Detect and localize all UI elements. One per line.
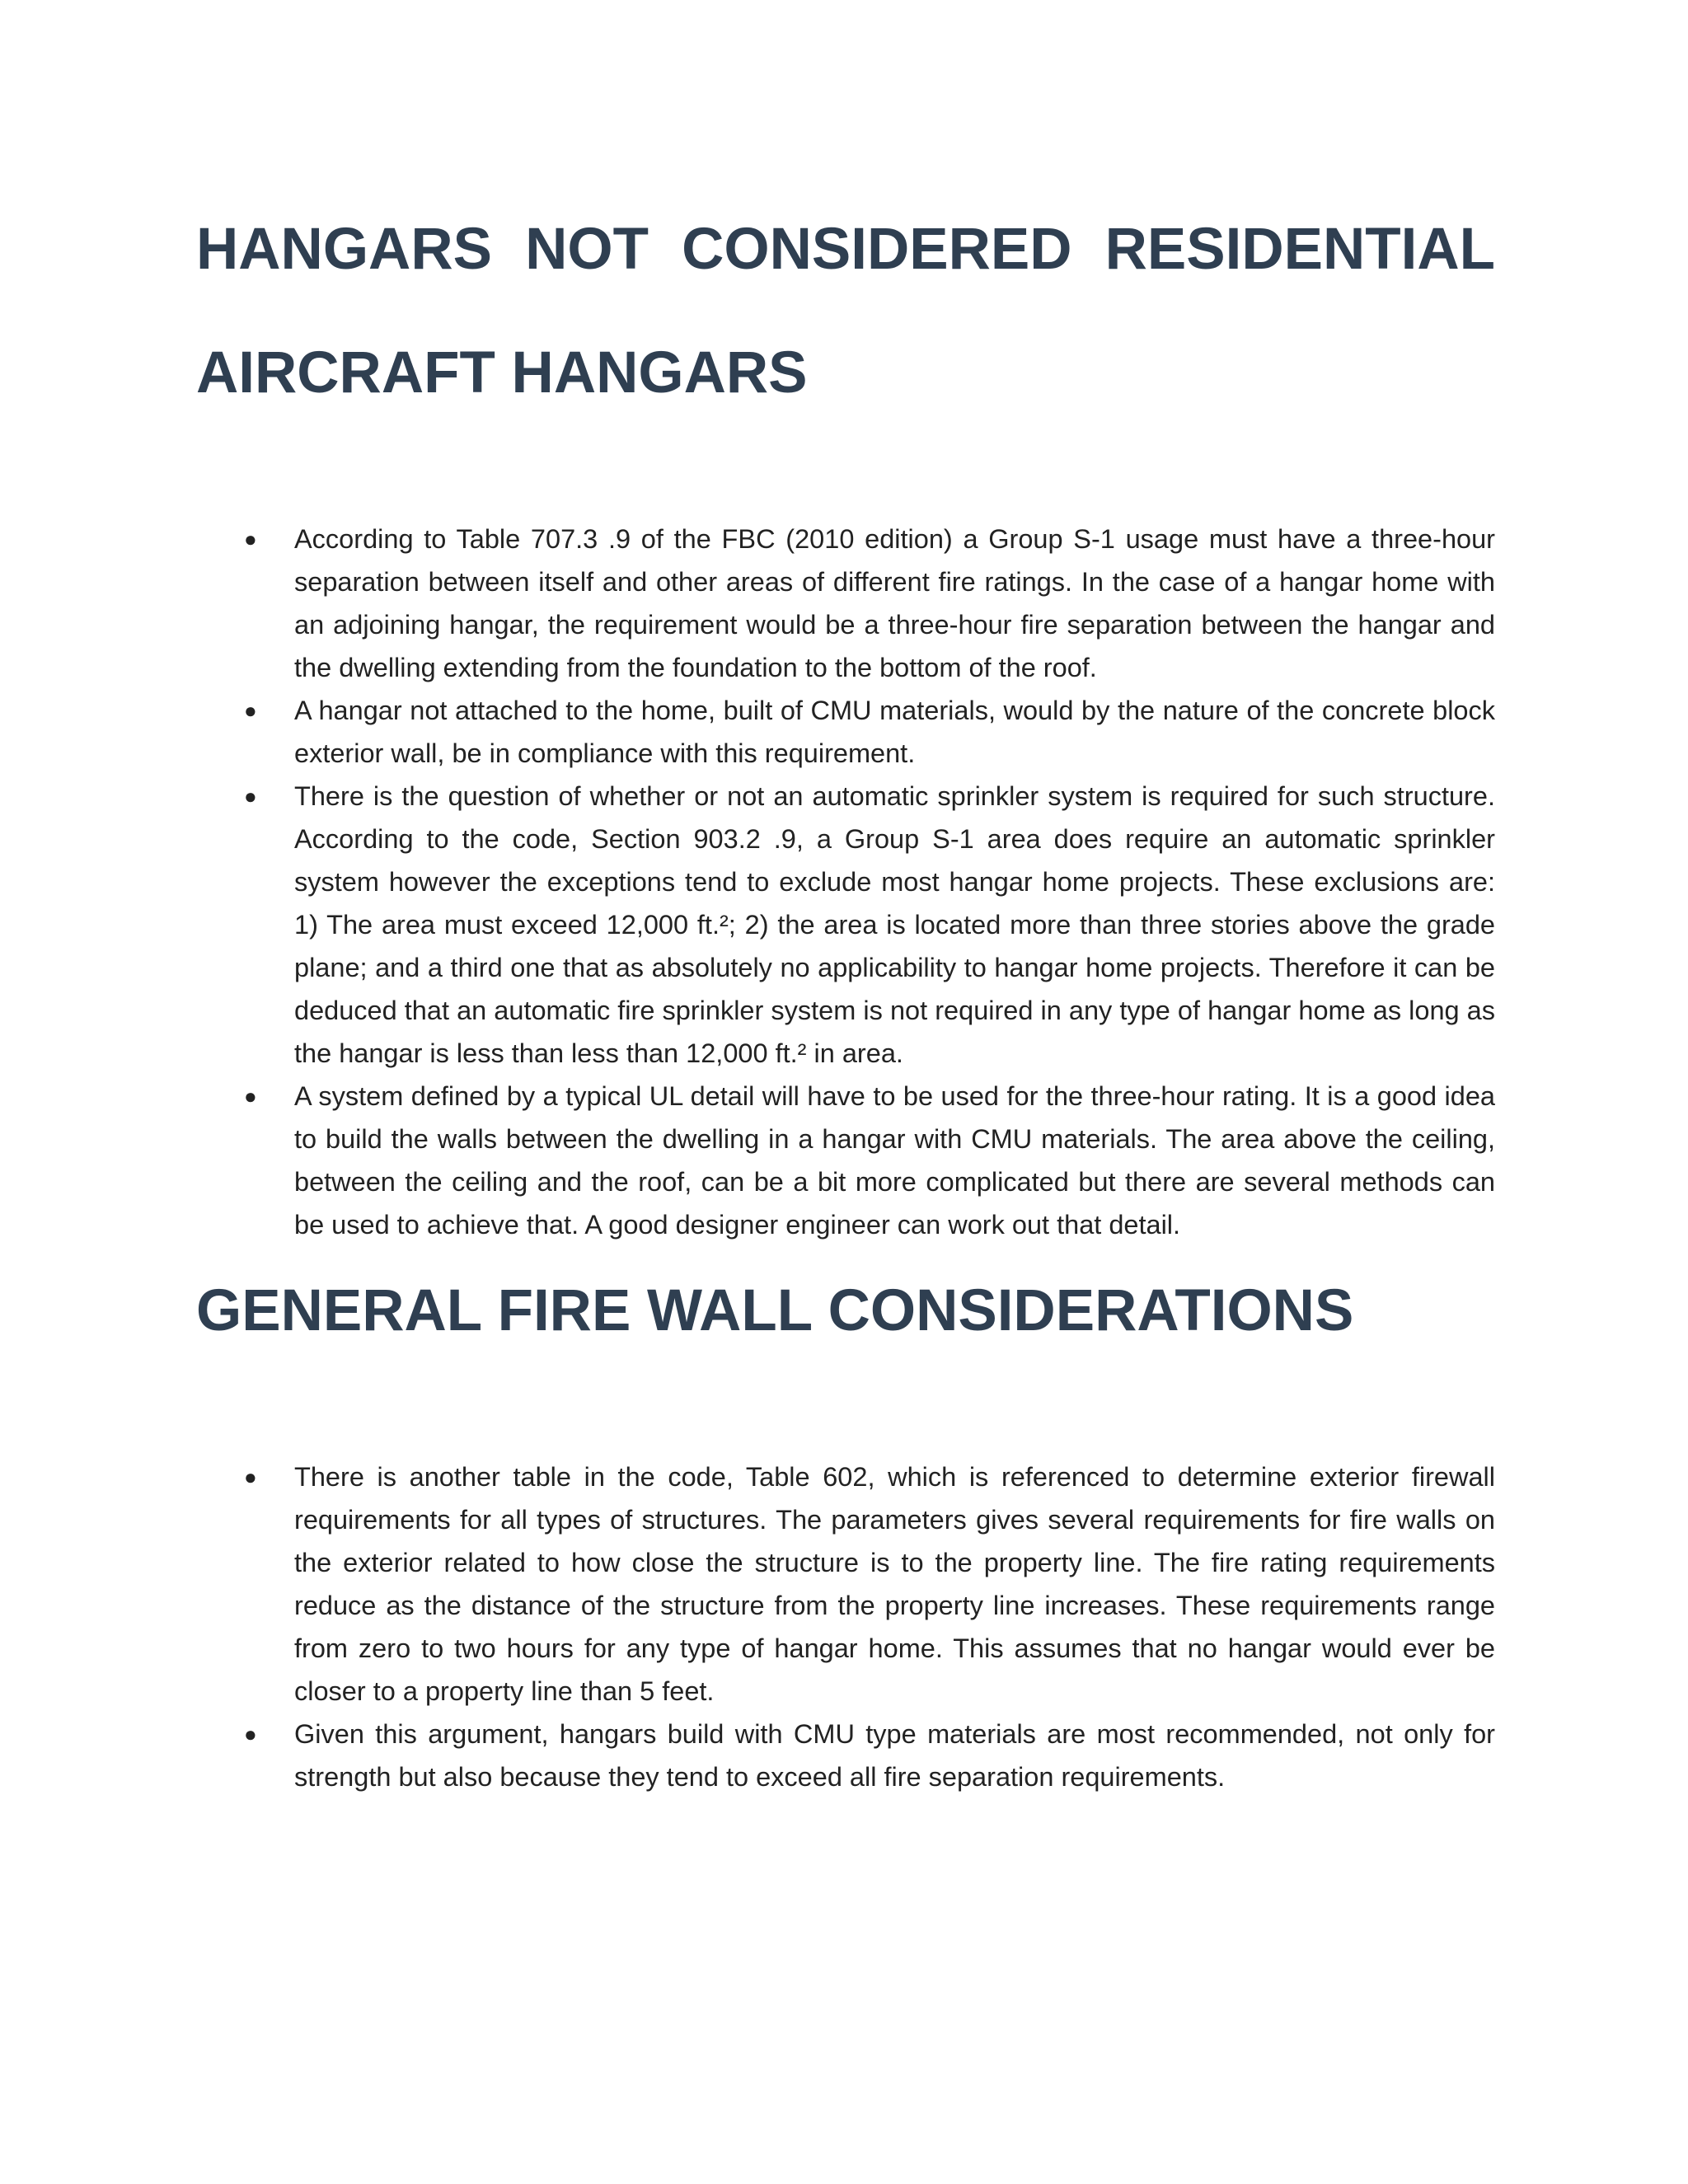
section-1-bullet-list xyxy=(196,518,1495,1246)
list-item xyxy=(196,518,1495,689)
list-item-text: There is another table in the code, Table 602, which is referenced to determine exterior firewall requirements for all types of structures. The parameters gives several requirements for fire walls on the exterior related to how close the structure is to the property line. The fire rating requirements reduce as the distance of the structure from the property line increases. These requirements range from zero to two hours for any type of hangar home. This assumes that no hangar would ever be closer to a property line than 5 feet. xyxy=(294,1462,1495,1706)
section-1-heading-line-2: AIRCRAFT HANGARS xyxy=(196,340,808,405)
bullet-icon: ● xyxy=(244,698,257,723)
list-item-text: A system defined by a typical UL detail will have to be used for the three-hour rating. It is a good idea to build the walls between the dwelling in a hangar with CMU materials. The area above the ceiling, between the ceiling and the roof, can be a bit more complicated but there are several methods can be used to achieve that. A good designer engineer can work out that detail. xyxy=(294,1081,1495,1240)
bullet-icon: ● xyxy=(244,1465,257,1489)
section-2-bullet-list xyxy=(196,1455,1495,1798)
bullet-icon: ● xyxy=(244,527,257,551)
bullet-icon: ● xyxy=(244,784,257,808)
list-item xyxy=(196,775,1495,1075)
bullet-icon: ● xyxy=(244,1722,257,1746)
bullet-icon: ● xyxy=(244,1084,257,1108)
list-item xyxy=(196,689,1495,775)
document-content xyxy=(196,188,1495,1798)
list-item-text: A hangar not attached to the home, built of CMU materials, would by the nature of the concrete block exterior wall, be in compliance with this requirement. xyxy=(294,696,1495,768)
section-1-heading-line-1: HANGARS NOT CONSIDERED RESIDENTIAL xyxy=(196,217,1495,282)
list-item xyxy=(196,1713,1495,1798)
list-item-text: Given this argument, hangars build with CMU type materials are most recommended, not only for strength but also because they tend to exceed all fire separation requirements. xyxy=(294,1719,1495,1792)
list-item xyxy=(196,1075,1495,1246)
list-item-text: According to Table 707.3 .9 of the FBC (2010 edition) a Group S-1 usage must have a three-hour separation between itself and other areas of different fire ratings. In the case of a hangar home with an adjoining hangar, the requirement would be a three-hour fire separation between the hangar and the dwelling extending from the foundation to the bottom of the roof. xyxy=(294,524,1495,682)
section-2-heading: GENERAL FIRE WALL CONSIDERATIONS xyxy=(196,1278,1354,1343)
list-item xyxy=(196,1455,1495,1713)
list-item-text: There is the question of whether or not an automatic sprinkler system is required for such structure. According to the code, Section 903.2 .9, a Group S-1 area does require an automatic sprinkler system however the exceptions tend to exclude most hangar home projects. These exclusions are: 1) The area must exceed 12,000 ft.²; 2) the area is located more than three stories above the grade plane; and a third one that as absolutely no applicability to hangar home projects. Therefore it can be deduced that an automatic fire sprinkler system is not required in any type of hangar home as long as the hangar is less than less than 12,000 ft.² in area. xyxy=(294,781,1495,1068)
